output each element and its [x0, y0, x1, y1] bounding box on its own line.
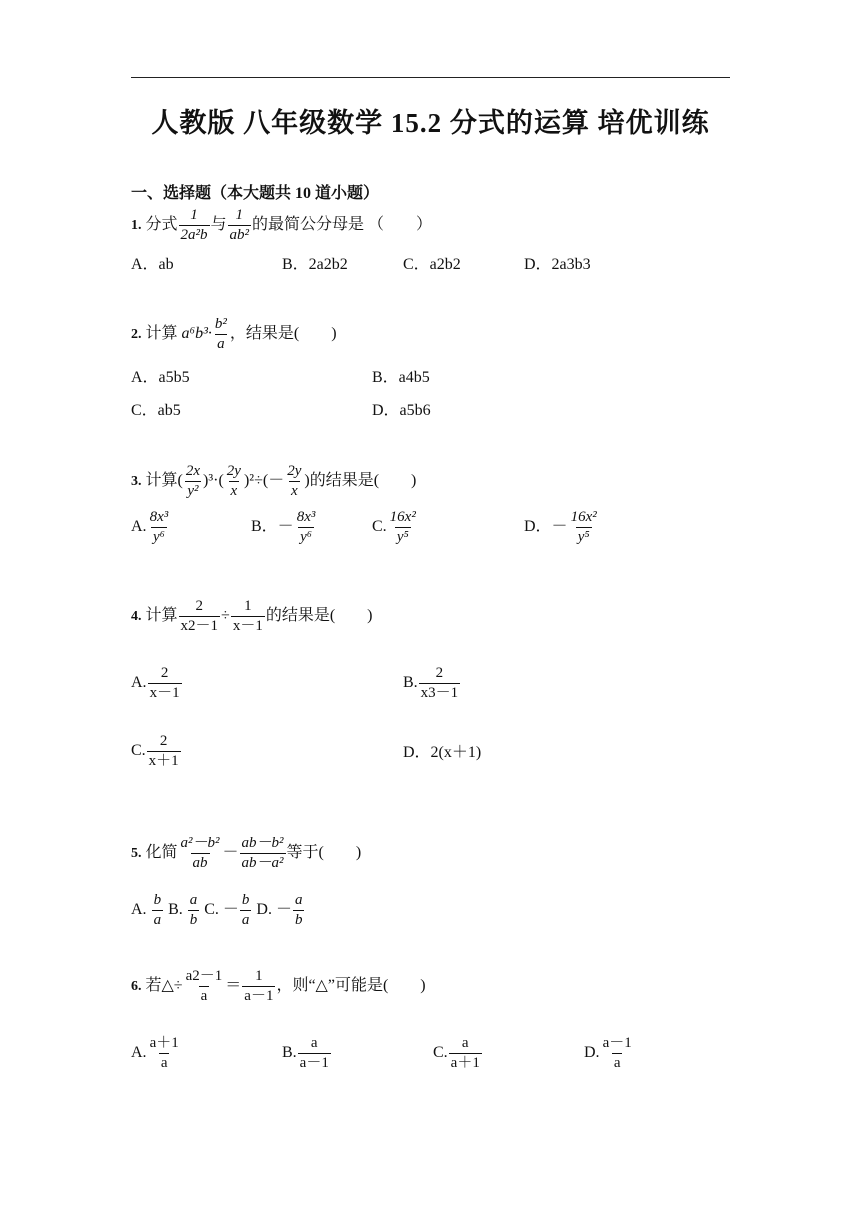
option-label: C.	[372, 518, 387, 536]
header-rule	[131, 77, 730, 78]
q1-option-b: B．2a2b2	[282, 256, 348, 273]
q4-text-mid: ÷	[221, 607, 230, 625]
denominator: a－1	[299, 1055, 329, 1071]
numerator: 2	[159, 733, 168, 749]
q6-option-d	[584, 1034, 635, 1073]
option-c-label: C. －	[204, 901, 239, 919]
denominator: a	[613, 1055, 621, 1071]
q4-fraction-1	[179, 597, 221, 636]
q3-fraction-1	[184, 462, 202, 501]
question-2	[131, 315, 337, 354]
denominator: x－1	[149, 685, 180, 701]
q6-text-pre: 若△÷	[141, 977, 183, 995]
question-1	[131, 206, 432, 245]
question-number: 5.	[131, 846, 142, 862]
denominator: b	[294, 912, 303, 928]
q1-fraction-1	[179, 206, 210, 245]
numerator: b	[241, 892, 250, 908]
q1-text-pre: 分式	[141, 216, 178, 234]
q3-fraction-2	[225, 462, 243, 501]
numerator: 2	[195, 598, 204, 614]
q3-fraction-3	[285, 462, 303, 501]
denominator: x2－1	[180, 618, 219, 634]
denominator: y⁵	[396, 529, 409, 545]
denominator: a	[153, 912, 162, 928]
option-fraction	[298, 1034, 331, 1073]
q3-option-c	[372, 508, 419, 547]
option-c-fraction	[240, 891, 252, 930]
numerator: 1	[244, 598, 252, 614]
q4-fraction-2	[231, 597, 265, 636]
option-fraction	[569, 508, 599, 547]
q2-fraction	[213, 315, 229, 354]
q4-option-a	[131, 664, 183, 703]
q4-option-b	[403, 664, 461, 703]
denominator: x	[290, 483, 298, 499]
q5-text-mid: －	[222, 844, 239, 862]
option-b-fraction	[188, 891, 200, 930]
numerator: 1	[190, 207, 198, 223]
question-number: 1.	[131, 218, 142, 234]
question-number: 2.	[131, 327, 142, 343]
denominator: x＋1	[148, 753, 179, 769]
denominator: y²	[187, 483, 199, 499]
option-fraction	[147, 732, 181, 771]
denominator: a＋1	[450, 1055, 480, 1071]
denominator: x－1	[232, 618, 263, 634]
option-label: B．－	[251, 518, 294, 536]
q5-fraction-1	[179, 834, 222, 873]
q2-option-c: C．ab5	[131, 402, 181, 419]
option-label: A.	[131, 1044, 147, 1062]
question-4	[131, 597, 373, 636]
q1-option-a: A．ab	[131, 256, 174, 273]
option-fraction	[295, 508, 318, 547]
numerator: 2y	[287, 463, 302, 479]
q5-fraction-2	[240, 834, 286, 873]
q4-option-c	[131, 732, 182, 771]
numerator: a	[294, 892, 303, 908]
q4-option-d: D．2(x＋1)	[403, 744, 482, 761]
q1-option-d: D．2a3b3	[524, 256, 591, 273]
numerator: 2y	[226, 463, 241, 479]
numerator: b	[153, 892, 162, 908]
option-fraction	[148, 664, 182, 703]
q3-text-post: )的结果是( )	[304, 472, 417, 490]
q3-option-a	[131, 508, 171, 547]
q3-option-b	[251, 508, 318, 547]
numerator: a－1	[602, 1035, 632, 1051]
denominator: 2a²b	[180, 227, 208, 243]
option-fraction	[419, 664, 461, 703]
numerator: 16x²	[570, 509, 597, 525]
option-label: D.	[584, 1044, 600, 1062]
q6-fraction-1	[184, 967, 225, 1006]
question-number: 6.	[131, 979, 142, 995]
denominator: b	[189, 912, 198, 928]
option-fraction	[449, 1034, 482, 1073]
q3-text-mid-2: )²÷(－	[243, 472, 285, 490]
q4-text-pre: 计算	[141, 607, 178, 625]
option-label: C.	[433, 1044, 448, 1062]
denominator: ab	[192, 855, 208, 871]
numerator: a＋1	[149, 1035, 179, 1051]
option-d-fraction	[293, 891, 305, 930]
option-label: A.	[131, 674, 147, 692]
numerator: 8x³	[296, 509, 316, 525]
denominator: x3－1	[420, 685, 459, 701]
denominator: ab－a²	[241, 855, 284, 871]
q5-text-post: 等于( )	[286, 844, 362, 862]
denominator: a	[217, 336, 225, 352]
q2-option-b: B．a4b5	[372, 369, 430, 386]
numerator: a2－1	[185, 968, 223, 984]
q6-fraction-2	[242, 967, 275, 1006]
q1-option-c: C．a2b2	[403, 256, 461, 273]
q1-text-mid: 与	[210, 216, 227, 234]
q3-text-pre: 计算(	[141, 472, 183, 490]
option-label: A.	[131, 518, 147, 536]
option-fraction	[148, 1034, 181, 1073]
question-3	[131, 462, 416, 501]
numerator: 1	[255, 968, 263, 984]
option-label: B.	[403, 674, 418, 692]
numerator: a	[189, 892, 198, 908]
q5-options	[131, 891, 305, 930]
q6-option-a	[131, 1034, 182, 1073]
option-a-fraction	[152, 891, 164, 930]
option-b-label: B.	[168, 901, 187, 919]
denominator: a	[200, 988, 208, 1004]
q3-option-d	[524, 508, 600, 547]
numerator: 1	[235, 207, 244, 223]
denominator: ab²	[229, 227, 250, 243]
q4-text-post: 的结果是( )	[265, 607, 373, 625]
question-5	[131, 834, 361, 873]
section-heading: 一、选择题（本大题共 10 道小题）	[131, 185, 380, 202]
denominator: a	[241, 912, 250, 928]
q2-expression: a⁶b³·	[181, 325, 212, 343]
denominator: y⁶	[152, 529, 165, 545]
q5-text-pre: 化简	[141, 844, 178, 862]
numerator: a	[310, 1035, 318, 1051]
numerator: a²－b²	[180, 835, 220, 851]
option-fraction	[601, 1034, 634, 1073]
numerator: ab－b²	[241, 835, 284, 851]
q2-option-a: A．a5b5	[131, 369, 190, 386]
denominator: a－1	[244, 988, 274, 1004]
denominator: a	[160, 1055, 168, 1071]
q2-text-post: ，结果是( )	[229, 325, 337, 343]
numerator: b²	[214, 316, 227, 332]
option-label: C.	[131, 742, 146, 760]
numerator: a	[461, 1035, 469, 1051]
page-title: 人教版 八年级数学 15.2 分式的运算 培优训练	[151, 108, 710, 138]
denominator: x	[230, 483, 238, 499]
denominator: y⁵	[577, 529, 590, 545]
denominator: y⁶	[300, 529, 312, 545]
q6-option-c	[433, 1034, 483, 1073]
numerator: 2	[435, 665, 444, 681]
q1-text-post: 的最简公分母是 （ ）	[252, 216, 433, 234]
q2-option-d: D．a5b6	[372, 402, 431, 419]
numerator: 8x³	[149, 509, 169, 525]
question-number: 3.	[131, 474, 142, 490]
q6-option-b	[282, 1034, 332, 1073]
numerator: 16x²	[389, 509, 416, 525]
q1-fraction-2	[228, 206, 252, 245]
numerator: 2	[160, 665, 169, 681]
option-d-label: D. －	[256, 901, 292, 919]
option-fraction	[388, 508, 418, 547]
option-fraction	[148, 508, 171, 547]
q6-text-mid: ＝	[225, 977, 242, 995]
option-a-label: A.	[131, 901, 151, 919]
question-number: 4.	[131, 609, 142, 625]
q3-text-mid-1: )³·(	[203, 472, 224, 490]
option-label: B.	[282, 1044, 297, 1062]
q6-text-post: ，则“△”可能是( )	[276, 977, 426, 995]
option-label: D．－	[524, 518, 568, 536]
numerator: 2x	[185, 463, 201, 479]
q2-text-pre: 计算	[141, 325, 182, 343]
question-6	[131, 967, 426, 1006]
